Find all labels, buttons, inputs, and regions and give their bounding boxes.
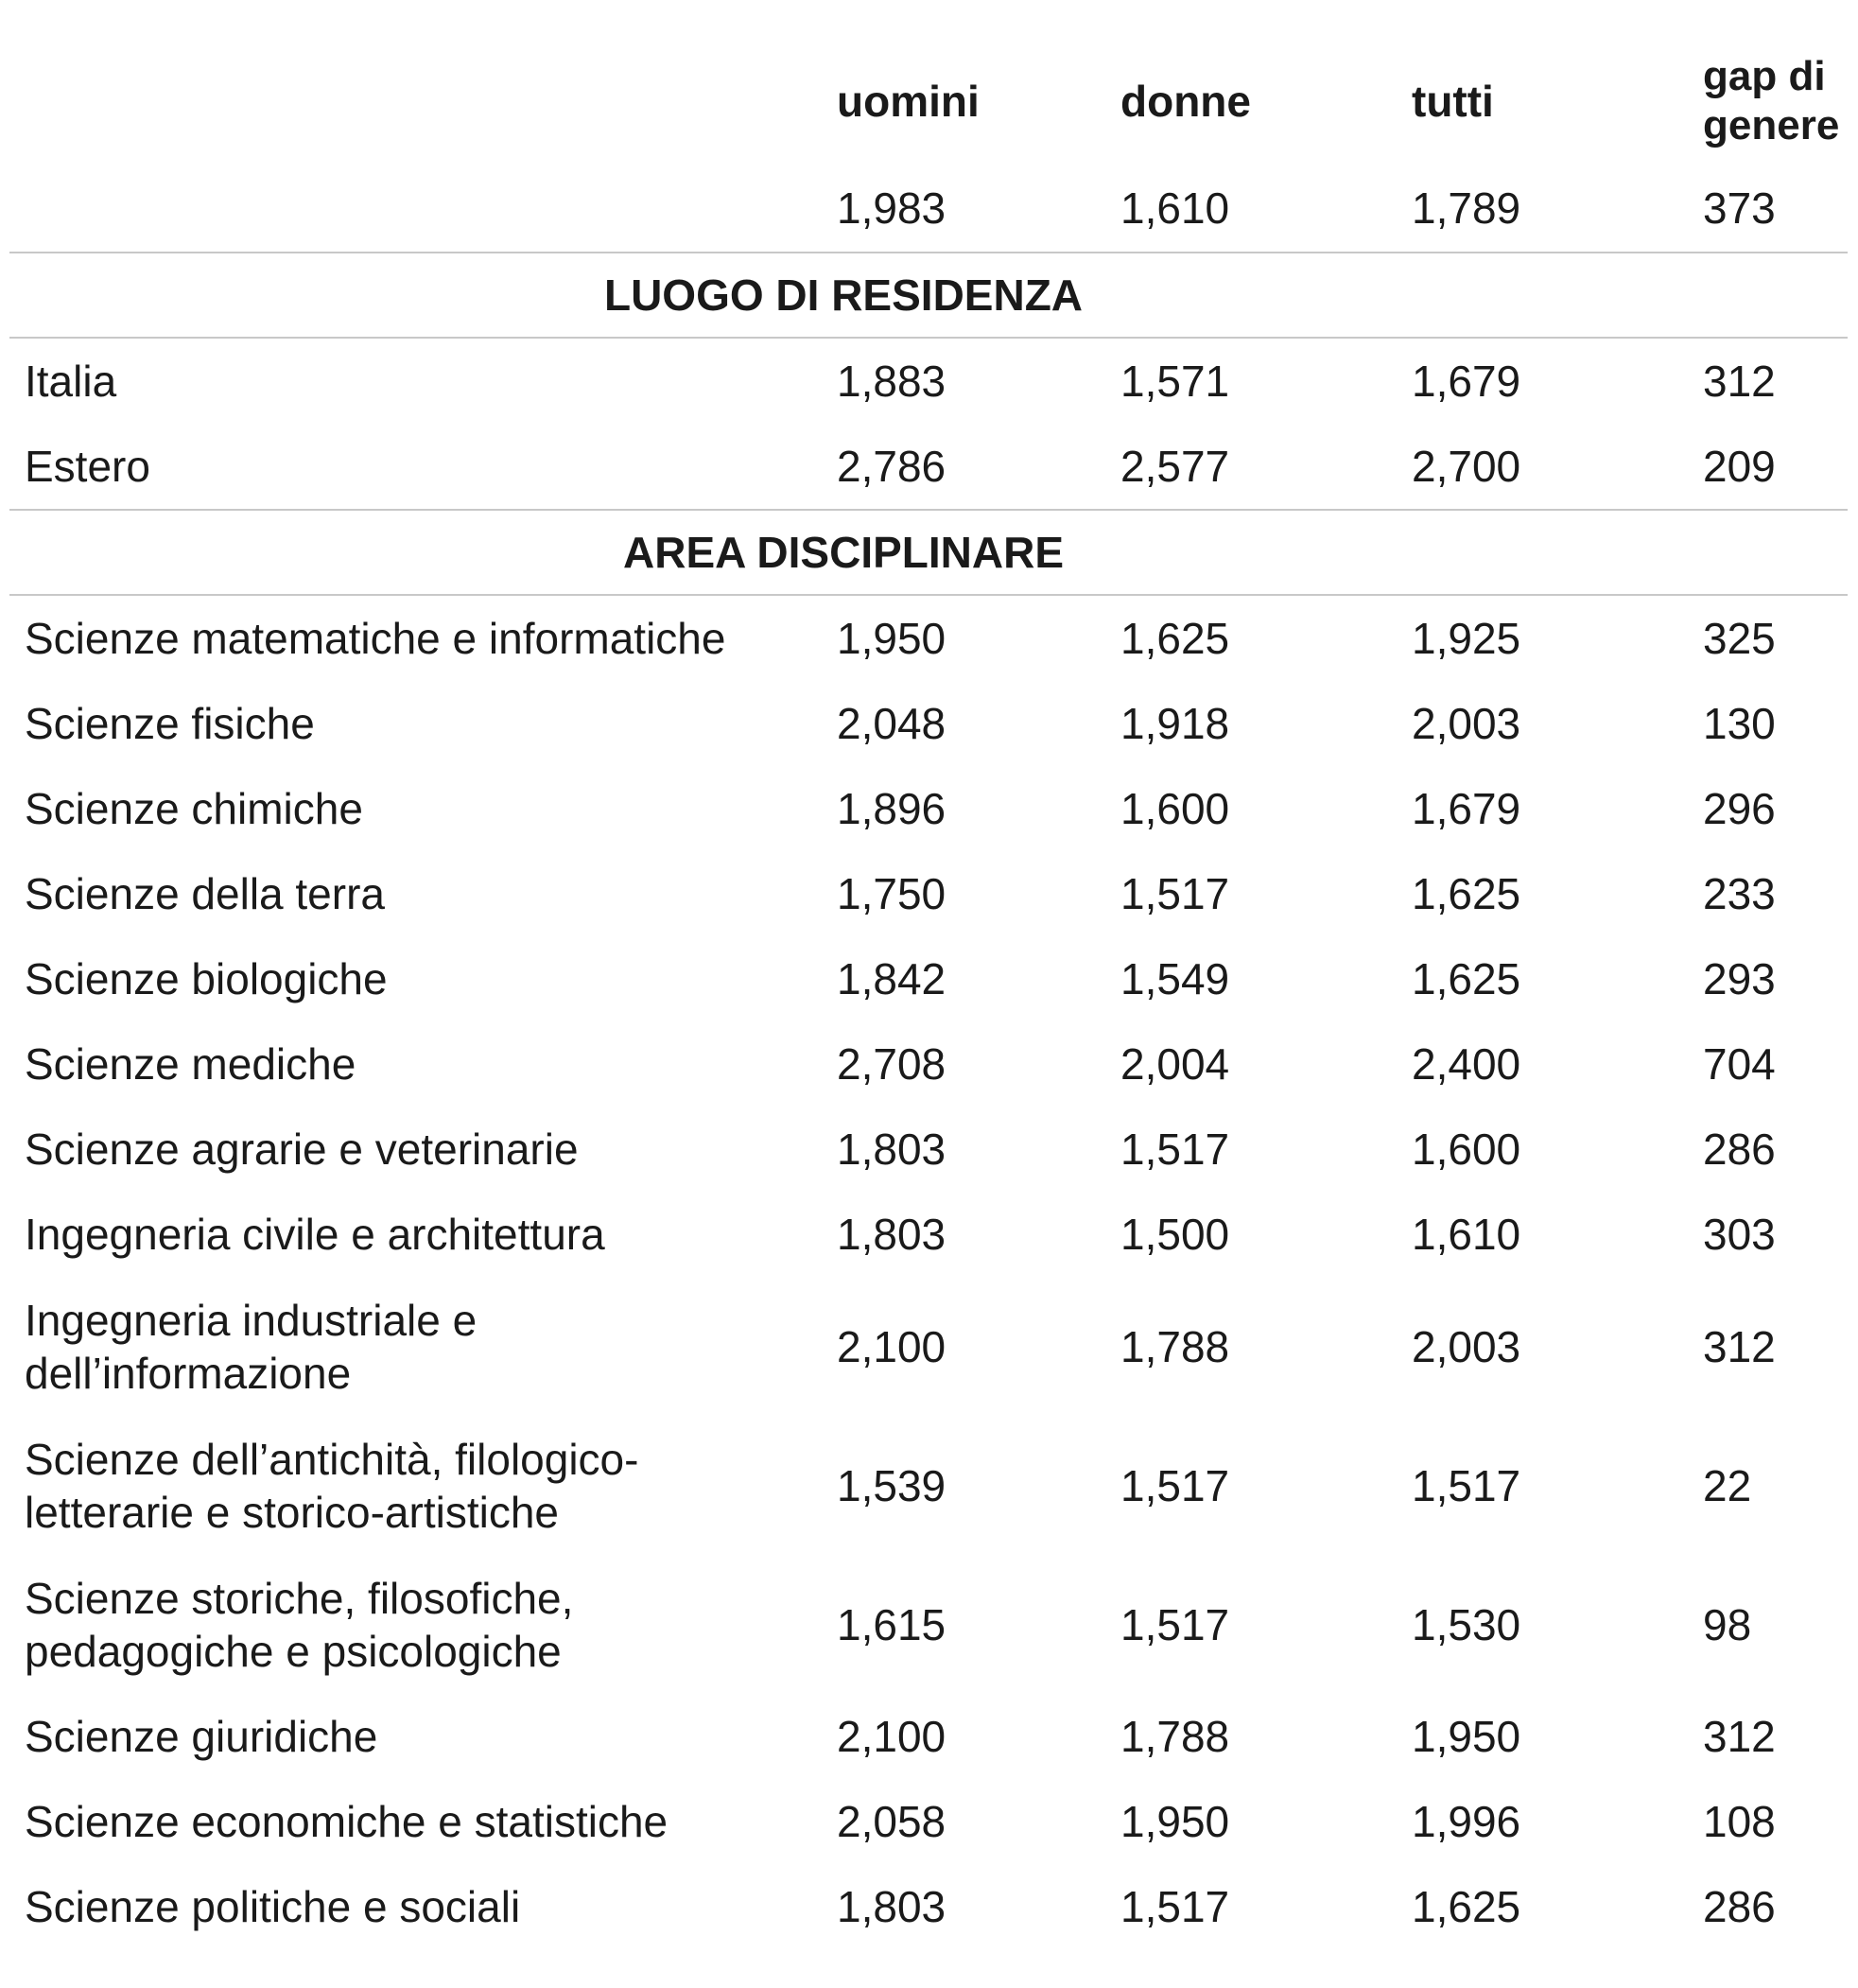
cell-donne: 1,517 [1120, 1599, 1230, 1649]
table-row [9, 1021, 1848, 1107]
total-donne: 1,610 [1120, 183, 1230, 233]
cell-gap: 98 [1703, 1599, 1752, 1649]
row-label-line1: Scienze storiche, filosofiche, [25, 1573, 574, 1623]
row-label: Scienze fisiche [25, 699, 315, 748]
cell-donne: 1,549 [1120, 954, 1230, 1003]
table-row [9, 1694, 1848, 1779]
row-label-line1: Scienze dell’antichità, filologico- [25, 1434, 639, 1484]
cell-gap: 108 [1703, 1797, 1776, 1846]
cell-uomini: 2,786 [837, 442, 946, 491]
row-label: Scienze mediche [25, 1039, 356, 1089]
cell-uomini: 1,883 [837, 357, 946, 406]
row-label [9, 1416, 837, 1555]
table-row [9, 681, 1848, 766]
cell-donne: 1,600 [1120, 784, 1230, 833]
total-label-cell [9, 165, 837, 253]
header-row [9, 38, 1848, 165]
row-label: Italia [25, 357, 117, 406]
header-tutti: tutti [1412, 77, 1494, 126]
cell-tutti: 1,679 [1412, 784, 1521, 833]
cell-uomini: 1,803 [837, 1125, 946, 1174]
row-label: Scienze politiche e sociali [25, 1882, 521, 1931]
cell-uomini: 2,708 [837, 1039, 946, 1089]
total-tutti: 1,789 [1412, 183, 1521, 233]
cell-tutti: 1,610 [1412, 1210, 1521, 1259]
cell-gap: 286 [1703, 1882, 1776, 1931]
cell-tutti: 1,625 [1412, 869, 1521, 918]
cell-tutti: 1,925 [1412, 614, 1521, 663]
salary-gender-gap-table [9, 38, 1848, 1949]
cell-donne: 1,517 [1120, 1125, 1230, 1174]
cell-tutti: 1,950 [1412, 1712, 1521, 1761]
cell-donne: 2,004 [1120, 1039, 1230, 1089]
header-empty-cell [9, 38, 837, 165]
table-row [9, 766, 1848, 851]
header-uomini: uomini [837, 77, 980, 126]
row-label-line2: dell’informazione [25, 1348, 352, 1398]
cell-gap: 209 [1703, 442, 1776, 491]
cell-donne: 1,500 [1120, 1210, 1230, 1259]
cell-donne: 1,950 [1120, 1797, 1230, 1846]
table-row [9, 595, 1848, 681]
cell-donne: 1,517 [1120, 1882, 1230, 1931]
cell-uomini: 1,896 [837, 784, 946, 833]
cell-gap: 312 [1703, 1712, 1776, 1761]
table-row [9, 1864, 1848, 1949]
table-row [9, 1107, 1848, 1192]
table-row [9, 936, 1848, 1021]
row-label [9, 1277, 837, 1416]
cell-gap: 130 [1703, 699, 1776, 748]
cell-tutti: 2,400 [1412, 1039, 1521, 1089]
cell-uomini: 1,950 [837, 614, 946, 663]
cell-tutti: 1,600 [1412, 1125, 1521, 1174]
cell-donne: 1,571 [1120, 357, 1230, 406]
cell-tutti: 1,625 [1412, 1882, 1521, 1931]
cell-tutti: 2,003 [1412, 699, 1521, 748]
row-label: Scienze della terra [25, 869, 385, 918]
cell-donne: 1,625 [1120, 614, 1230, 663]
row-label: Scienze chimiche [25, 784, 363, 833]
section-title: LUOGO DI RESIDENZA [9, 253, 1848, 338]
total-uomini: 1,983 [837, 183, 946, 233]
cell-uomini: 1,842 [837, 954, 946, 1003]
total-gap: 373 [1703, 183, 1776, 233]
cell-donne: 1,517 [1120, 1460, 1230, 1510]
cell-gap: 704 [1703, 1039, 1776, 1089]
cell-uomini: 2,048 [837, 699, 946, 748]
table-row [9, 1416, 1848, 1555]
cell-gap: 293 [1703, 954, 1776, 1003]
cell-gap: 22 [1703, 1460, 1752, 1510]
row-label-line2: pedagogiche e psicologiche [25, 1626, 562, 1676]
cell-tutti: 1,625 [1412, 954, 1521, 1003]
section-title: AREA DISCIPLINARE [9, 510, 1848, 595]
cell-donne: 1,788 [1120, 1712, 1230, 1761]
cell-uomini: 2,058 [837, 1797, 946, 1846]
cell-uomini: 1,803 [837, 1882, 946, 1931]
table-row [9, 1192, 1848, 1277]
row-label-line2: letterarie e storico-artistiche [25, 1487, 559, 1537]
cell-gap: 312 [1703, 357, 1776, 406]
header-donne: donne [1120, 77, 1251, 126]
row-label: Ingegneria civile e architettura [25, 1210, 605, 1259]
total-row [9, 165, 1848, 253]
cell-uomini: 2,100 [837, 1712, 946, 1761]
cell-donne: 1,788 [1120, 1321, 1230, 1371]
table-row [9, 851, 1848, 936]
cell-uomini: 2,100 [837, 1321, 946, 1371]
table-row [9, 1555, 1848, 1694]
cell-tutti: 1,996 [1412, 1797, 1521, 1846]
cell-uomini: 1,539 [837, 1460, 946, 1510]
row-label: Scienze matematiche e informatiche [25, 614, 726, 663]
row-label: Scienze giuridiche [25, 1712, 378, 1761]
cell-tutti: 1,517 [1412, 1460, 1521, 1510]
cell-tutti: 2,003 [1412, 1321, 1521, 1371]
row-label: Scienze economiche e statistiche [25, 1797, 669, 1846]
cell-gap: 312 [1703, 1321, 1776, 1371]
cell-gap: 325 [1703, 614, 1776, 663]
cell-gap: 296 [1703, 784, 1776, 833]
cell-donne: 1,918 [1120, 699, 1230, 748]
table-row [9, 424, 1848, 510]
row-label: Scienze biologiche [25, 954, 388, 1003]
cell-gap: 286 [1703, 1125, 1776, 1174]
section-header-area-disciplinare [9, 510, 1848, 595]
cell-uomini: 1,615 [837, 1599, 946, 1649]
row-label [9, 1555, 837, 1694]
header-gap-line2: genere [1703, 102, 1840, 148]
cell-uomini: 1,803 [837, 1210, 946, 1259]
row-label-line1: Ingegneria industriale e [25, 1295, 478, 1345]
cell-donne: 2,577 [1120, 442, 1230, 491]
header-gap-di-genere [1703, 38, 1848, 165]
table-row [9, 1277, 1848, 1416]
table-row [9, 1779, 1848, 1864]
section-header-residenza [9, 253, 1848, 338]
cell-gap: 303 [1703, 1210, 1776, 1259]
row-label: Estero [25, 442, 150, 491]
header-gap-line1: gap di [1703, 53, 1826, 99]
row-label: Scienze agrarie e veterinarie [25, 1125, 579, 1174]
cell-tutti: 2,700 [1412, 442, 1521, 491]
cell-donne: 1,517 [1120, 869, 1230, 918]
cell-tutti: 1,679 [1412, 357, 1521, 406]
cell-tutti: 1,530 [1412, 1599, 1521, 1649]
cell-uomini: 1,750 [837, 869, 946, 918]
cell-gap: 233 [1703, 869, 1776, 918]
table-row [9, 338, 1848, 424]
